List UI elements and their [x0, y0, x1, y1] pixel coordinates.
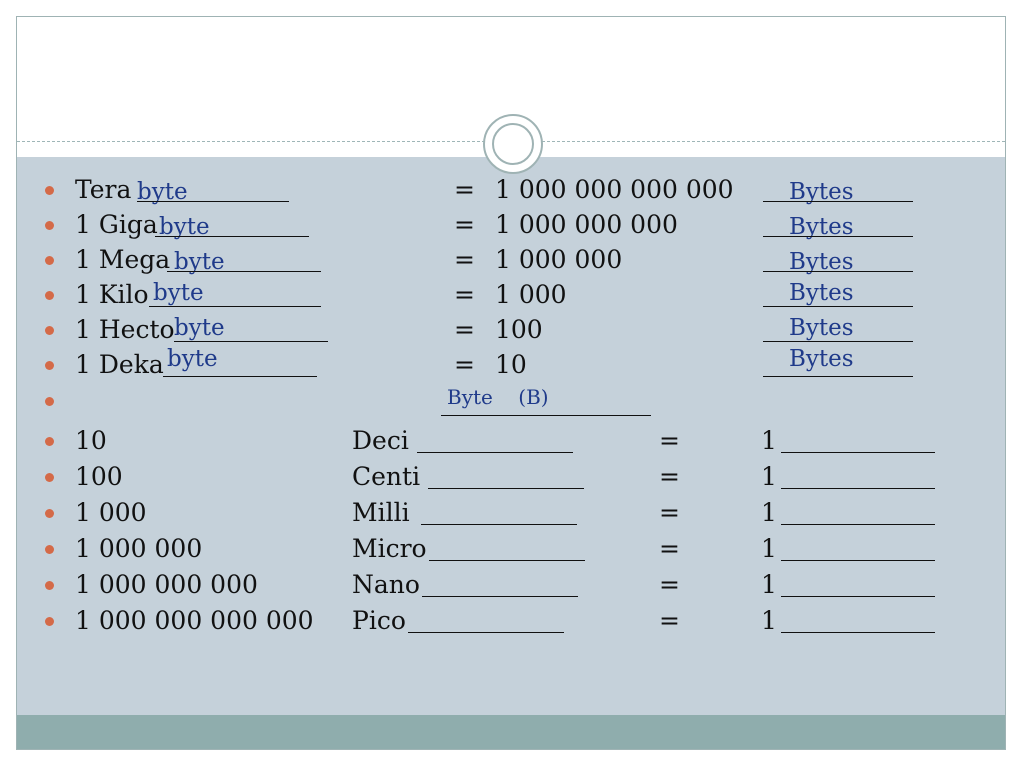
equals-sign: = — [659, 606, 680, 635]
blank-line — [441, 415, 651, 416]
blank-line — [781, 488, 935, 489]
blank-line — [408, 632, 564, 633]
list-item — [17, 173, 1006, 207]
value-text: 1 000 — [495, 280, 567, 309]
handwritten-right: Bytes — [789, 214, 854, 240]
blank-line — [763, 271, 913, 272]
blank-line — [781, 632, 935, 633]
bullet-icon — [45, 326, 54, 335]
list-item — [17, 313, 1006, 347]
factor-value: 1 000 — [75, 498, 147, 527]
prefix-label: 1 Hecto — [75, 315, 175, 344]
factor-value: 10 — [75, 426, 107, 455]
equals-sign: = — [454, 210, 475, 239]
handwritten-right: Bytes — [789, 280, 854, 306]
prefix-label: Tera — [75, 175, 132, 204]
equals-sign: = — [454, 315, 475, 344]
equals-sign: = — [659, 534, 680, 563]
prefix-label: Deci — [352, 426, 409, 455]
blank-line — [163, 376, 317, 377]
blank-line — [763, 306, 913, 307]
blank-line — [781, 596, 935, 597]
blank-line — [428, 488, 584, 489]
list-item — [17, 348, 1006, 382]
bullet-icon — [45, 617, 54, 626]
one-value: 1 — [761, 534, 777, 563]
prefix-label: 1 Mega — [75, 245, 171, 274]
blank-line — [137, 201, 289, 202]
blank-line — [763, 236, 913, 237]
equals-sign: = — [454, 175, 475, 204]
bullet-icon — [45, 361, 54, 370]
bullet-icon — [45, 509, 54, 518]
list-item — [17, 532, 1006, 566]
equals-sign: = — [659, 498, 680, 527]
handwritten-unit: byte — [174, 249, 225, 275]
list-item — [17, 460, 1006, 494]
prefix-label: 1 Giga — [75, 210, 158, 239]
blank-line — [149, 306, 321, 307]
equals-sign: = — [659, 426, 680, 455]
equals-sign: = — [659, 462, 680, 491]
list-item — [17, 496, 1006, 530]
handwritten-right: Bytes — [789, 346, 854, 372]
list-item — [17, 208, 1006, 242]
one-value: 1 — [761, 426, 777, 455]
prefix-label: Milli — [352, 498, 410, 527]
prefix-label: 1 Kilo — [75, 280, 149, 309]
factor-value: 1 000 000 — [75, 534, 203, 563]
blank-line — [155, 236, 309, 237]
equals-sign: = — [659, 570, 680, 599]
blank-line — [422, 596, 578, 597]
blank-line — [167, 271, 321, 272]
blank-line — [763, 201, 913, 202]
value-text: 1 000 000 000 000 — [495, 175, 734, 204]
handwritten-right: Bytes — [789, 179, 854, 205]
blank-line — [417, 452, 573, 453]
value-text: 1 000 000 000 — [495, 210, 678, 239]
blank-line — [781, 452, 935, 453]
blank-line — [429, 560, 585, 561]
one-value: 1 — [761, 606, 777, 635]
one-value: 1 — [761, 498, 777, 527]
prefix-label: Pico — [352, 606, 406, 635]
list-item — [17, 278, 1006, 312]
handwritten-unit: byte — [137, 179, 188, 205]
base-unit-label: Byte (B) — [447, 385, 549, 409]
handwritten-right: Bytes — [789, 249, 854, 275]
prefix-label: Centi — [352, 462, 421, 491]
blank-line — [421, 524, 577, 525]
bullet-icon — [45, 545, 54, 554]
bullet-icon — [45, 256, 54, 265]
handwritten-unit: byte — [159, 214, 210, 240]
one-value: 1 — [761, 570, 777, 599]
factor-value: 1 000 000 000 000 — [75, 606, 314, 635]
bullet-icon — [45, 473, 54, 482]
prefix-label: 1 Deka — [75, 350, 164, 379]
value-text: 1 000 000 — [495, 245, 623, 274]
bullet-icon — [45, 581, 54, 590]
list-item — [17, 568, 1006, 602]
decorative-circle-icon — [483, 114, 543, 174]
bullet-icon — [45, 291, 54, 300]
decorative-inner-circle-icon — [492, 123, 534, 165]
handwritten-unit: byte — [167, 346, 218, 372]
one-value: 1 — [761, 462, 777, 491]
handwritten-unit: byte — [153, 280, 204, 306]
equals-sign: = — [454, 280, 475, 309]
bullet-icon — [45, 397, 54, 406]
list-item — [17, 424, 1006, 458]
bullet-icon — [45, 437, 54, 446]
slide-footer-bar — [17, 715, 1005, 749]
prefix-label: Nano — [352, 570, 420, 599]
bullet-icon — [45, 186, 54, 195]
prefix-label: Micro — [352, 534, 427, 563]
factor-value: 100 — [75, 462, 123, 491]
handwritten-unit: byte — [174, 315, 225, 341]
list-item — [17, 243, 1006, 277]
equals-sign: = — [454, 350, 475, 379]
bullet-icon — [45, 221, 54, 230]
list-item — [17, 604, 1006, 638]
blank-line — [781, 524, 935, 525]
slide-frame — [16, 16, 1006, 750]
list-item — [17, 384, 1006, 418]
blank-line — [763, 376, 913, 377]
value-text: 100 — [495, 315, 543, 344]
equals-sign: = — [454, 245, 475, 274]
factor-value: 1 000 000 000 — [75, 570, 258, 599]
blank-line — [781, 560, 935, 561]
value-text: 10 — [495, 350, 527, 379]
handwritten-right: Bytes — [789, 315, 854, 341]
